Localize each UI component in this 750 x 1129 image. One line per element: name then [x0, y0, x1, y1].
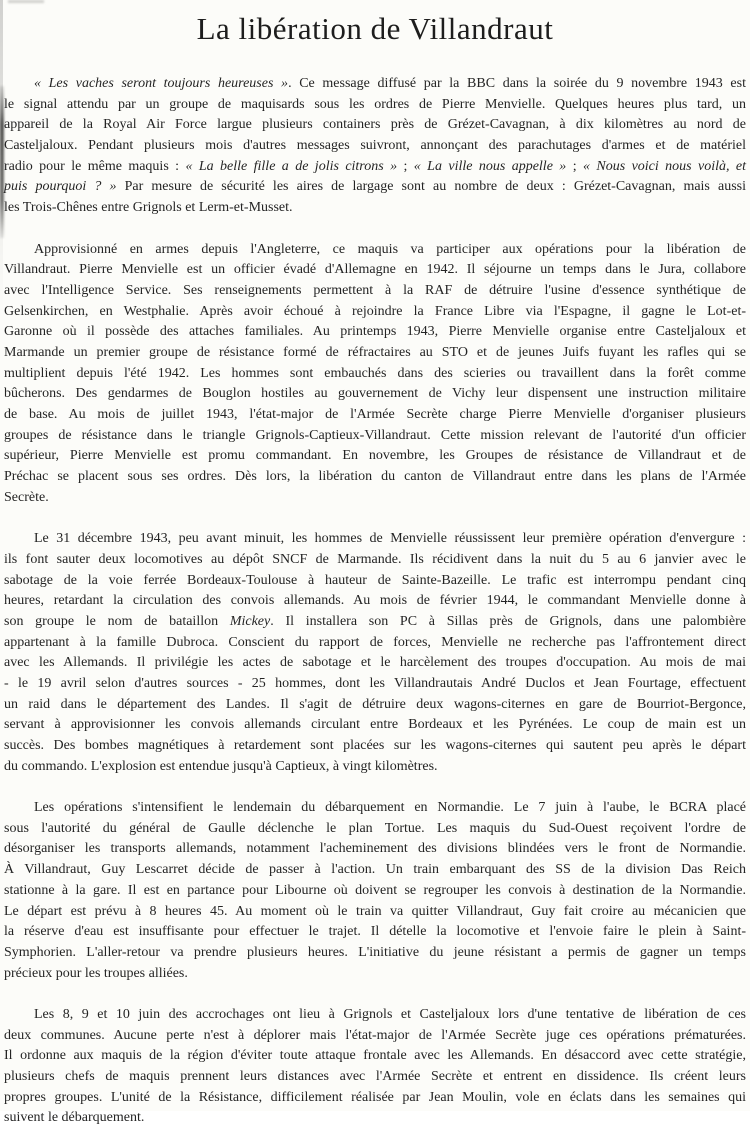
text-line — [4, 343, 746, 364]
text-segment: Par mesure de sécurité les aires de largage sont au nombre de deux : Grézet-Cavagnan, mais aussi — [116, 179, 746, 195]
text-segment: de base. Au mois de juillet 1943, l'état-major de l'Armée Secrète charge Pierre Menvielle d'organiser plusieurs — [4, 407, 746, 422]
paragraph — [4, 240, 746, 509]
text-segment: les Trois-Chênes entre Grignols et Lerm-et-Musset. — [4, 200, 293, 216]
text-line — [4, 384, 746, 405]
text-line — [4, 695, 746, 716]
text-segment: appareil de la Royal Air Force largue plusieurs containers près de Grézet-Cavagnan, à dix kilomètres au nord de — [4, 117, 746, 133]
text-segment: multiplient depuis l'été 1942. Les hommes sont embauchés dans des scieries ou travaillent dans la forêt comme — [4, 365, 746, 381]
text-segment: . Il installera son PC à Sillas près de Grignols, dans une palombière — [270, 613, 746, 629]
text-line — [4, 674, 746, 695]
document-title: La libération de Villandraut — [196, 11, 554, 46]
text-segment: Préchac se placent sous ses ordres. Dès lors, la libération du canton de Villandraut entre dans les plans de l'Armée — [4, 469, 746, 485]
text-segment: désorganiser les transports allemands, notamment l'acheminement des divisions blindées vers le front de Normandie. — [4, 841, 746, 857]
text-line — [4, 715, 746, 736]
text-segment: heures, retardant la circulation des convois allemands. Au mois de février 1944, le commandant Menvielle donne à — [4, 593, 746, 609]
text-line — [4, 322, 746, 343]
text-line — [4, 260, 746, 281]
italic-text-segment: puis pourquoi ? » — [4, 179, 117, 195]
text-line — [4, 943, 746, 964]
text-segment: À Villandraut, Guy Lescarret décide de passer à l'action. Un train embarquant des SS de la division Das Reich — [4, 862, 746, 878]
text-line — [4, 839, 746, 860]
text-line — [4, 964, 746, 985]
paragraph — [4, 74, 746, 219]
text-line — [4, 922, 746, 943]
text-segment: avec les Allemands. Il privilégie les actes de sabotage et le harcèlement des troupes d'occupation. Au mois de mai — [4, 655, 746, 671]
text-line — [4, 74, 746, 95]
text-segment: groupes de résistance dans le triangle Grignols-Captieux-Villandraut. Cette mission relevant de l'autorité d'un officier — [4, 427, 746, 443]
text-line — [4, 550, 746, 571]
text-segment: deux communes. Aucune perte n'est à déplorer mais l'état-major de l'Armée Secrète juge ces opérations prématurées. — [4, 1027, 746, 1043]
italic-text-segment: « Nous voici nous voilà, et — [583, 158, 747, 174]
text-segment: supérieur, Pierre Menvielle est promu commandant. En novembre, les Groupes de résistance de Villandraut et de — [4, 448, 746, 464]
text-segment: . Ce message diffusé par la BBC dans la soirée du 9 novembre 1943 est — [288, 76, 746, 91]
text-segment: Villandraut. Pierre Menvielle est un officier évadé d'Allemagne en 1942. Il séjourne un temps dans le Jura, collabore — [4, 262, 746, 278]
text-line — [4, 860, 746, 881]
text-line — [4, 819, 746, 840]
text-segment: le signal attendu par un groupe de maquisards sous les ordres de Pierre Menvielle. Quelques heures plus tard, un — [4, 96, 746, 112]
text-line — [4, 798, 746, 819]
text-segment: - le 19 avril selon d'autres sources - 25 hommes, dont les Villandrautais André Duclos et Jean Fourtage, effectuent — [4, 675, 746, 691]
text-segment: Garonne où il possède des attaches familiales. Au printemps 1943, Pierre Menvielle organise entre Casteljaloux et — [4, 324, 746, 340]
text-segment: servant à approvisionner les convois allemands circulant entre Bordeaux et les Pyrénées. Le coup de main est un — [4, 717, 746, 733]
text-segment: Le départ est prévu à 8 heures 45. Au moment où le train va quitter Villandraut, Guy fait croire au mécanicien que — [4, 903, 746, 919]
italic-text-segment: Mickey — [229, 613, 271, 629]
text-segment: un raid dans le département des Landes. Il s'agit de détruire deux wagons-citernes en gare de Bourriot-Bergonce, — [4, 696, 746, 712]
text-segment: Approvisionné en armes depuis l'Angleterre, ce maquis va participer aux opérations pour la libération de — [34, 241, 746, 257]
text-segment: Secrète. — [4, 489, 49, 505]
text-line — [4, 591, 746, 612]
text-segment: sabotage de la voie ferrée Bordeaux-Toulouse à hauteur de Sainte-Bazeille. Le trafic est interrompu pendant cinq — [4, 572, 746, 588]
text-line — [4, 198, 746, 219]
text-line — [4, 571, 746, 592]
text-line — [4, 364, 746, 385]
text-segment: Il ordonne aux maquis de la région d'éviter toute attaque frontale avec les Allemands. En désaccord avec cette stratégie, — [4, 1048, 746, 1064]
text-line — [4, 1046, 746, 1067]
text-segment: son groupe le nom de bataillon — [4, 613, 230, 629]
text-segment: avec l'Intelligence Service. Ses renseignements permettent à la RAF de détruire l'usine d'essence synthétique de — [4, 282, 746, 298]
text-segment: la réserve d'eau est insuffisante pour effectuer le trajet. Il dételle la locomotive et l'envoie faire le plein à Saint- — [4, 924, 746, 940]
text-line — [4, 1088, 746, 1109]
text-line — [4, 95, 746, 116]
text-line — [4, 177, 746, 198]
text-line — [4, 405, 746, 426]
document-body — [0, 74, 750, 1129]
text-segment: Les opérations s'intensifient le lendemain du débarquement en Normandie. Le 7 juin à l'aube, le BCRA placé — [34, 800, 746, 816]
text-line — [4, 881, 746, 902]
text-line — [4, 115, 746, 136]
text-line — [4, 467, 746, 488]
text-segment: plusieurs chefs de maquis prennent leurs distances avec l'Armée Secrète et entrent en dissidence. Ils créent leurs — [4, 1069, 746, 1084]
text-segment: Gelsenkirchen, en Westphalie. Après avoir échoué à rejoindre la France Libre via l'Espagne, il gagne le Lot-et- — [4, 303, 746, 319]
text-line — [4, 240, 746, 261]
text-line — [4, 529, 746, 550]
text-line — [4, 1005, 746, 1026]
text-segment: bûcherons. Des gendarmes de Bouglon hostiles au gouvernement de Vichy leur dispensent une instruction militaire — [4, 386, 746, 402]
text-line — [4, 612, 746, 633]
paragraph — [4, 529, 746, 777]
text-line — [4, 488, 746, 509]
text-line — [4, 653, 746, 674]
text-segment: Symphorien. L'aller-retour va prendre plusieurs heures. L'initiative du jeune résistant a permis de gagner un temps — [4, 944, 746, 960]
text-line — [4, 736, 746, 757]
text-line — [4, 1026, 746, 1047]
text-segment: suivent le débarquement. — [4, 1110, 145, 1126]
text-line — [4, 136, 746, 157]
text-segment: ils font sauter deux locomotives au dépôt SNCF de Marmande. Ils récidivent dans la nuit du 5 au 6 janvier avec le — [4, 551, 746, 567]
text-segment: propres groupes. L'unité de la Résistance, difficilement réalisée par Jean Moulin, vole en éclats dans les semaines qui — [4, 1089, 746, 1105]
text-line — [4, 157, 746, 178]
text-line — [4, 281, 746, 302]
text-segment: ; — [397, 158, 414, 174]
text-line — [4, 446, 746, 467]
text-line — [4, 1108, 746, 1129]
text-line — [4, 757, 746, 778]
text-segment: succès. Des bombes magnétiques à retardement sont placées sur les wagons-citernes qui sautent peu après le départ — [4, 738, 746, 753]
text-segment: sous l'autorité du général de Gaulle déclenche le plan Tortue. Les maquis du Sud-Ouest reçoivent l'ordre de — [4, 820, 746, 836]
scan-top-edge-smudge — [8, 0, 44, 3]
text-line — [4, 633, 746, 654]
paragraph — [4, 1005, 746, 1129]
italic-text-segment: « Les vaches seront toujours heureuses » — [34, 76, 289, 91]
text-segment: précieux pour les troupes alliées. — [4, 965, 188, 981]
text-segment: appartenant à la famille Dubroca. Conscient du rapport de forces, Menvielle ne recherche pas l'affrontement direct — [4, 634, 746, 650]
text-line — [4, 902, 746, 923]
text-line — [4, 426, 746, 447]
text-segment: stationne à la gare. Il est en partance pour Libourne où doivent se regrouper les convois à destination de la Normandie. — [4, 882, 746, 898]
text-segment: radio pour le même maquis : — [4, 158, 186, 174]
text-segment: Les 8, 9 et 10 juin des accrochages ont lieu à Grignols et Casteljaloux lors d'une tentative de libération de ces — [34, 1006, 746, 1022]
italic-text-segment: « La ville nous appelle » — [413, 158, 567, 174]
text-segment: Casteljaloux. Pendant plusieurs mois d'autres messages suivront, annonçant des parachutages d'armes et de matériel — [4, 138, 746, 154]
scan-left-edge-dark-smudge — [0, 86, 4, 238]
text-segment: ; — [566, 158, 583, 174]
text-line — [4, 302, 746, 323]
text-segment: Le 31 décembre 1943, peu avant minuit, les hommes de Menvielle réussissent leur première opération d'envergure : — [34, 531, 746, 547]
text-line — [4, 1067, 746, 1088]
text-segment: Marmande un premier groupe de résistance formé de réfractaires au STO et de jeunes Juifs fuyant les rafles qui se — [4, 344, 746, 360]
text-segment: du commando. L'explosion est entendue jusqu'à Captieux, à vingt kilomètres. — [4, 758, 438, 774]
paragraph — [4, 798, 746, 984]
italic-text-segment: « La belle fille a de jolis citrons » — [185, 158, 398, 174]
